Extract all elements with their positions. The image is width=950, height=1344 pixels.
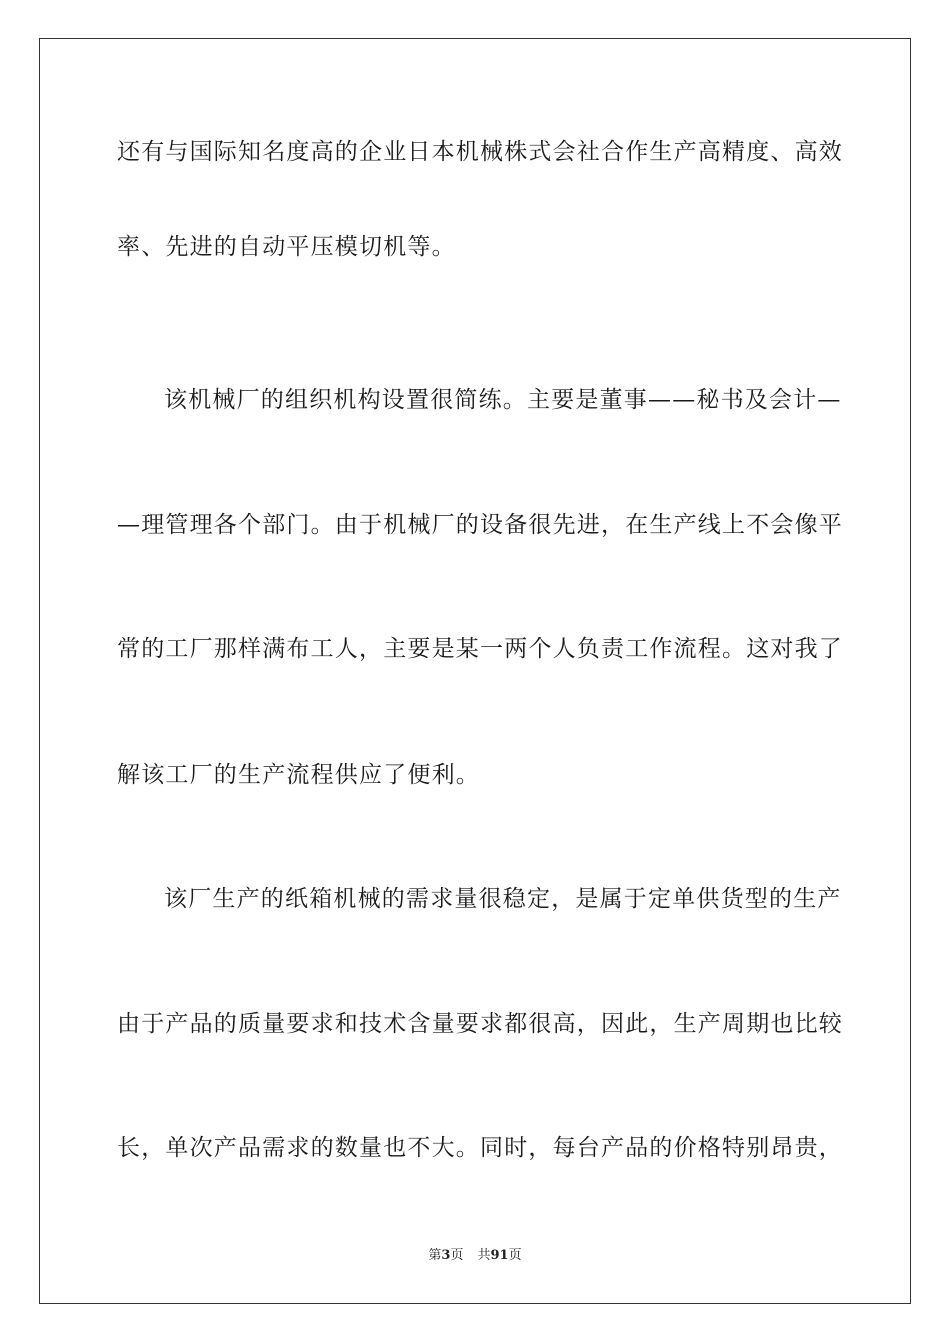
page-border: [39, 38, 911, 1304]
paragraph-3-line-2: 由于产品的质量要求和技术含量要求都很高，因此，生产周期也比较: [117, 1011, 843, 1037]
paragraph-2-line-4: 解该工厂的生产流程供应了便利。: [117, 762, 480, 788]
paragraph-1-line-2: 率、先进的自动平压模切机等。: [117, 234, 456, 260]
paragraph-2-line-2: —理管理各个部门。由于机械厂的设备很先进，在生产线上不会像平: [117, 512, 843, 538]
page-footer: [0, 1247, 950, 1265]
total-label-suffix: 页: [508, 1248, 522, 1263]
total-label-prefix: 共: [477, 1248, 491, 1263]
paragraph-3-line-3: 长，单次产品需求的数量也不大。同时，每台产品的价格特别昂贵，: [117, 1135, 843, 1161]
paragraph-1-line-1: 还有与国际知名度高的企业日本机械株式会社合作生产高精度、高效: [117, 139, 843, 165]
total-page-count: 91: [490, 1248, 509, 1263]
paragraph-2-line-1: 该机械厂的组织机构设置很简练。主要是董事——秘书及会计—: [164, 387, 842, 413]
paragraph-2-line-3: 常的工厂那样满布工人，主要是某一两个人负责工作流程。这对我了: [117, 636, 843, 662]
page-label-prefix: 第: [428, 1248, 442, 1263]
page-label-suffix: 页: [450, 1248, 464, 1263]
paragraph-3-line-1: 该厂生产的纸箱机械的需求量很稳定，是属于定单供货型的生产: [164, 886, 842, 912]
current-page-number: 3: [441, 1248, 451, 1263]
